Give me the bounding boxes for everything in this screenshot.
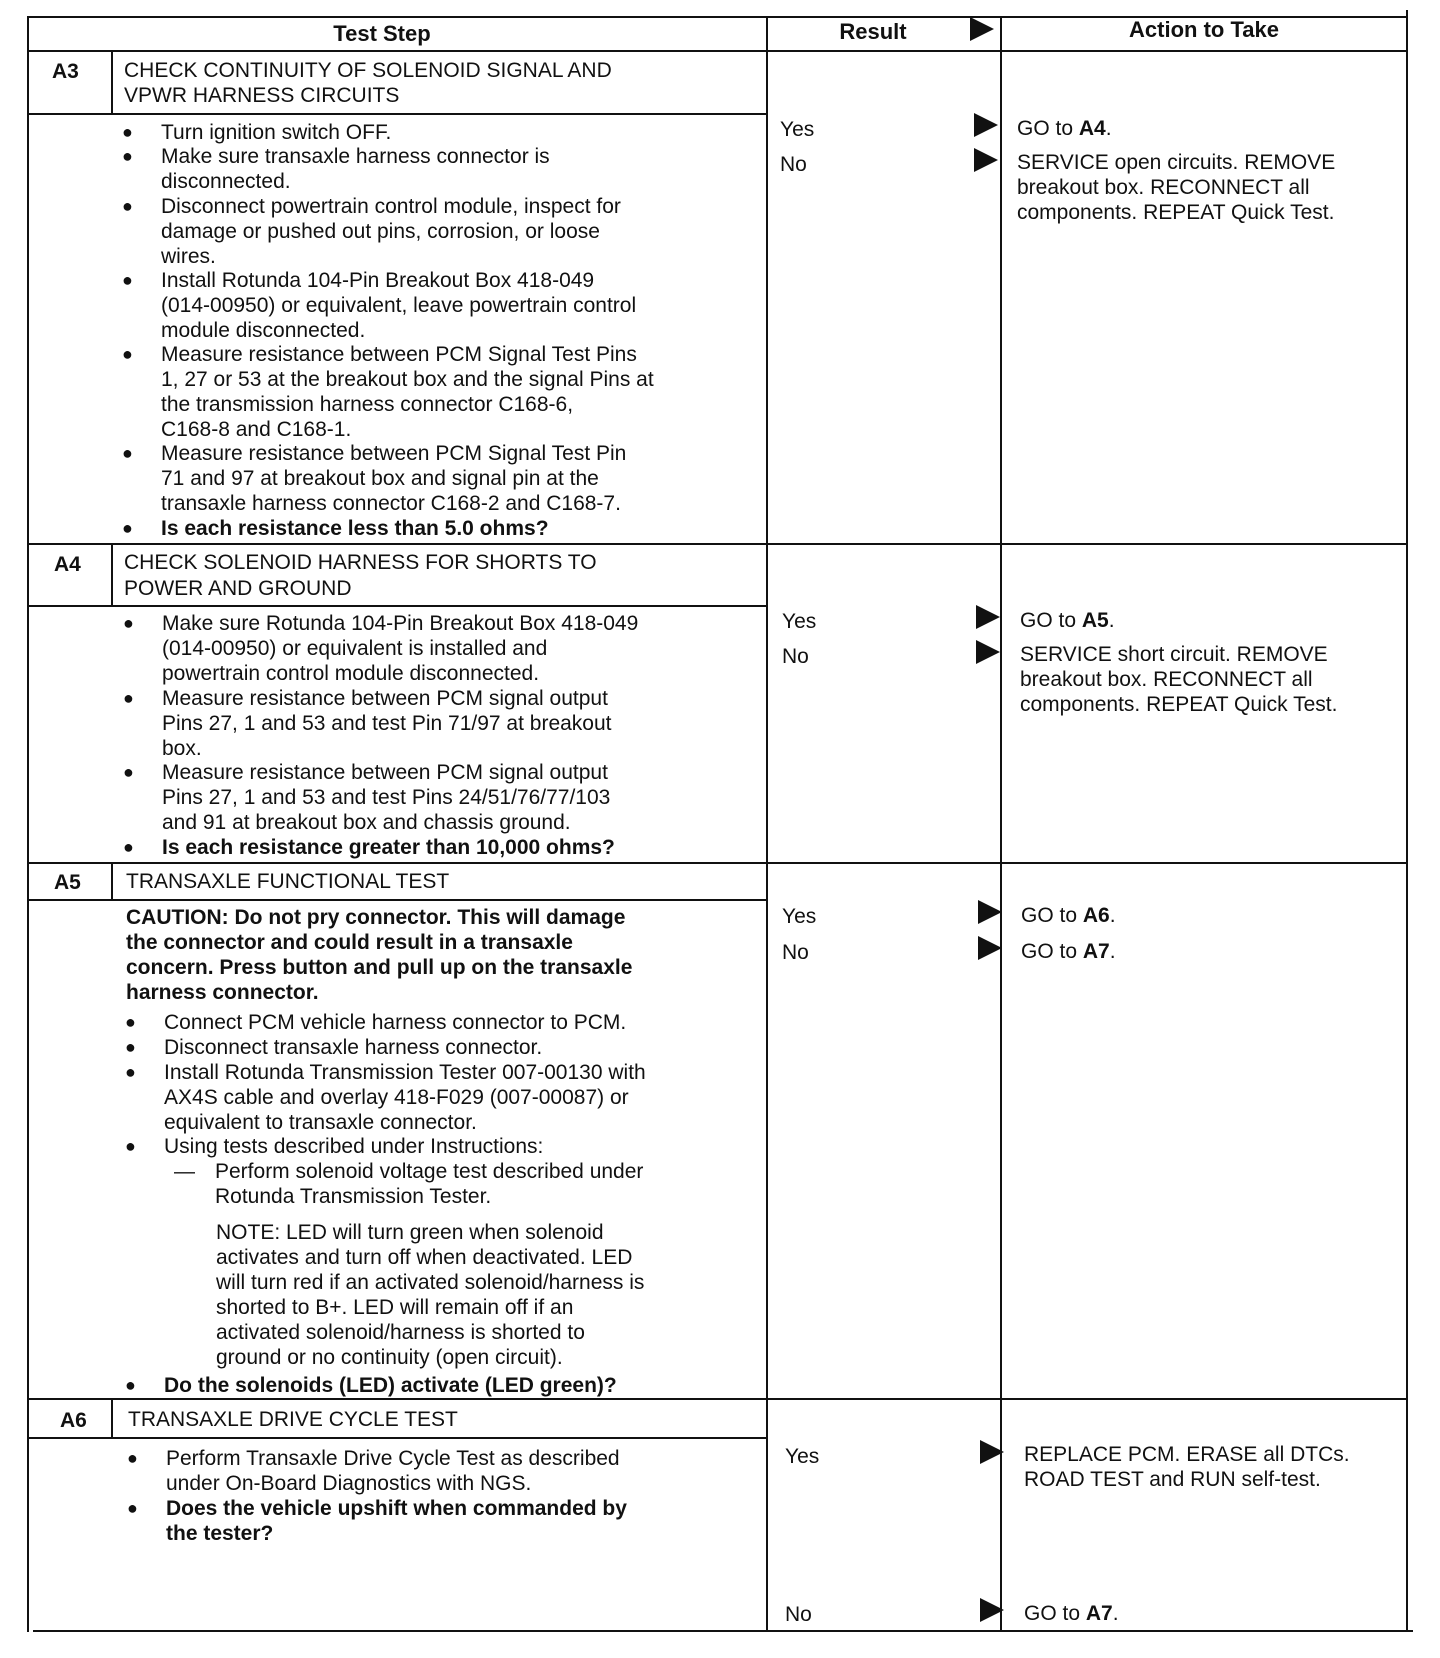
step-instruction: powertrain control module disconnected. <box>162 662 540 685</box>
step-id: A5 <box>54 871 81 894</box>
note-text: shorted to B+. LED will remain off if an <box>216 1296 574 1319</box>
note-text: activated solenoid/harness is shorted to <box>216 1321 585 1344</box>
result-arrow-icon <box>976 605 1000 629</box>
caution-text: concern. Press button and pull up on the transaxle <box>126 956 633 979</box>
step-title: CHECK CONTINUITY OF SOLENOID SIGNAL AND <box>124 59 612 82</box>
result-no: No <box>782 645 809 668</box>
title-separator <box>27 605 767 607</box>
action-text: ROAD TEST and RUN self-test. <box>1024 1468 1321 1491</box>
step-instruction: damage or pushed out pins, corrosion, or loose <box>161 220 600 243</box>
step-instruction: Measure resistance between PCM signal output <box>162 687 608 710</box>
bullet-icon: ● <box>122 518 133 538</box>
bullet-icon: ● <box>122 122 133 142</box>
step-question: Is each resistance less than 5.0 ohms? <box>161 517 549 540</box>
action-text: components. REPEAT Quick Test. <box>1020 693 1338 716</box>
step-instruction: AX4S cable and overlay 418-F029 (007-00087) or <box>164 1086 629 1109</box>
bullet-icon: ● <box>127 1498 138 1518</box>
step-instruction: Measure resistance between PCM signal output <box>162 761 608 784</box>
bullet-icon: ● <box>122 344 133 364</box>
header-bottom-border <box>27 50 1407 52</box>
bullet-icon: ● <box>122 146 133 166</box>
bullet-icon: ● <box>123 688 134 708</box>
result-yes: Yes <box>785 1445 820 1468</box>
result-arrow-icon <box>980 1598 1004 1622</box>
bullet-icon: ● <box>123 613 134 633</box>
title-separator <box>27 899 767 901</box>
id-divider <box>111 50 113 114</box>
step-instruction: Make sure Rotunda 104-Pin Breakout Box 418-049 <box>162 612 639 635</box>
result-yes: Yes <box>782 610 817 633</box>
bullet-icon: ● <box>125 1136 136 1156</box>
step-question: Is each resistance greater than 10,000 ohms? <box>162 836 615 859</box>
result-no: No <box>782 941 809 964</box>
header-arrow-icon <box>970 17 994 41</box>
step-id: A6 <box>60 1409 87 1432</box>
id-divider <box>111 543 113 606</box>
bullet-icon: ● <box>125 1037 136 1057</box>
note-text: activates and turn off when deactivated. LED <box>216 1246 633 1269</box>
step-title: TRANSAXLE FUNCTIONAL TEST <box>126 870 450 893</box>
step-title: TRANSAXLE DRIVE CYCLE TEST <box>128 1408 458 1431</box>
step-instruction: Measure resistance between PCM Signal Test Pin <box>161 442 627 465</box>
caution-text: harness connector. <box>126 981 319 1004</box>
note-text: will turn red if an activated solenoid/harness is <box>216 1271 645 1294</box>
result-column-divider <box>766 16 768 1632</box>
step-separator <box>27 543 1407 545</box>
id-divider <box>111 862 113 900</box>
header-result: Result <box>839 19 907 44</box>
step-instruction: module disconnected. <box>161 319 366 342</box>
step-title: POWER AND GROUND <box>124 577 352 600</box>
action-text: REPLACE PCM. ERASE all DTCs. <box>1024 1443 1350 1466</box>
step-instruction: Disconnect powertrain control module, inspect for <box>161 195 621 218</box>
step-instruction: the transmission harness connector C168-6, <box>161 393 574 416</box>
step-instruction: Install Rotunda Transmission Tester 007-00130 with <box>164 1061 646 1084</box>
step-instruction: transaxle harness connector C168-2 and C168-7. <box>161 492 621 515</box>
step-instruction: equivalent to transaxle connector. <box>164 1111 477 1134</box>
step-instruction: box. <box>162 737 202 760</box>
step-question: Do the solenoids (LED) activate (LED green)? <box>164 1374 617 1397</box>
step-instruction: Install Rotunda 104-Pin Breakout Box 418-049 <box>161 269 595 292</box>
result-yes: Yes <box>782 905 817 928</box>
sub-instruction: Perform solenoid voltage test described under <box>215 1160 644 1183</box>
caution-text: CAUTION: Do not pry connector. This will damage <box>126 906 626 929</box>
bullet-icon: ● <box>125 1062 136 1082</box>
step-title: VPWR HARNESS CIRCUITS <box>124 84 400 107</box>
step-instruction: Perform Transaxle Drive Cycle Test as described <box>166 1447 620 1470</box>
header-action-to-take: Action to Take <box>1129 17 1279 42</box>
result-no: No <box>785 1603 812 1626</box>
action-text: breakout box. RECONNECT all <box>1017 176 1310 199</box>
step-instruction: and 91 at breakout box and chassis ground. <box>162 811 571 834</box>
action-text: GO to A7. <box>1021 940 1116 963</box>
step-instruction: Connect PCM vehicle harness connector to PCM. <box>164 1011 627 1034</box>
step-instruction: under On-Board Diagnostics with NGS. <box>166 1472 532 1495</box>
action-text: breakout box. RECONNECT all <box>1020 668 1313 691</box>
bullet-icon: ● <box>122 270 133 290</box>
step-instruction: Measure resistance between PCM Signal Test Pins <box>161 343 637 366</box>
action-text: GO to A7. <box>1024 1602 1119 1625</box>
result-arrow-icon <box>978 900 1002 924</box>
result-no: No <box>780 153 807 176</box>
result-arrow-icon <box>980 1440 1004 1464</box>
table-left-border <box>27 16 29 1632</box>
dash-icon: — <box>174 1160 195 1183</box>
step-instruction: 71 and 97 at breakout box and signal pin at the <box>161 467 599 490</box>
bullet-icon: ● <box>122 196 133 216</box>
bullet-icon: ● <box>125 1375 136 1395</box>
step-instruction: Turn ignition switch OFF. <box>161 121 392 144</box>
step-instruction: (014-00950) or equivalent, leave powertrain control <box>161 294 637 317</box>
step-instruction: (014-00950) or equivalent is installed and <box>162 637 548 660</box>
step-instruction: wires. <box>161 245 216 268</box>
caution-text: the connector and could result in a transaxle <box>126 931 573 954</box>
bullet-icon: ● <box>125 1012 136 1032</box>
id-divider <box>111 1398 113 1438</box>
step-instruction: Pins 27, 1 and 53 and test Pin 71/97 at breakout <box>162 712 612 735</box>
step-question: the tester? <box>166 1522 274 1545</box>
step-instruction: Pins 27, 1 and 53 and test Pins 24/51/76/77/103 <box>162 786 611 809</box>
step-id: A3 <box>52 60 79 83</box>
action-text: SERVICE open circuits. REMOVE <box>1017 151 1336 174</box>
action-column-divider <box>1000 16 1002 1632</box>
title-separator <box>27 113 767 115</box>
step-instruction: Disconnect transaxle harness connector. <box>164 1036 543 1059</box>
note-text: ground or no continuity (open circuit). <box>216 1346 563 1369</box>
step-instruction: Make sure transaxle harness connector is <box>161 145 550 168</box>
bullet-icon: ● <box>127 1448 138 1468</box>
action-text: SERVICE short circuit. REMOVE <box>1020 643 1328 666</box>
action-text: components. REPEAT Quick Test. <box>1017 201 1335 224</box>
bullet-icon: ● <box>123 762 134 782</box>
step-instruction: Using tests described under Instructions: <box>164 1135 544 1158</box>
step-separator <box>27 862 1407 864</box>
table-right-border <box>1406 10 1408 1632</box>
step-instruction: C168-8 and C168-1. <box>161 418 352 441</box>
result-yes: Yes <box>780 118 815 141</box>
bullet-icon: ● <box>122 443 133 463</box>
action-text: GO to A6. <box>1021 904 1116 927</box>
bullet-icon: ● <box>123 837 134 857</box>
action-text: GO to A5. <box>1020 609 1115 632</box>
action-text: GO to A4. <box>1017 117 1112 140</box>
table-bottom-border <box>33 1630 1413 1632</box>
step-instruction: disconnected. <box>161 170 291 193</box>
result-arrow-icon <box>978 936 1002 960</box>
step-separator <box>27 1398 1407 1400</box>
title-separator <box>27 1437 767 1439</box>
step-instruction: 1, 27 or 53 at the breakout box and the signal Pins at <box>161 368 654 391</box>
step-title: CHECK SOLENOID HARNESS FOR SHORTS TO <box>124 551 597 574</box>
result-arrow-icon <box>974 113 998 137</box>
header-test-step: Test Step <box>333 21 431 46</box>
result-arrow-icon <box>976 640 1000 664</box>
step-id: A4 <box>54 553 81 576</box>
step-question: Does the vehicle upshift when commanded by <box>166 1497 627 1520</box>
note-text: NOTE: LED will turn green when solenoid <box>216 1221 604 1244</box>
sub-instruction: Rotunda Transmission Tester. <box>215 1185 492 1208</box>
result-arrow-icon <box>974 148 998 172</box>
